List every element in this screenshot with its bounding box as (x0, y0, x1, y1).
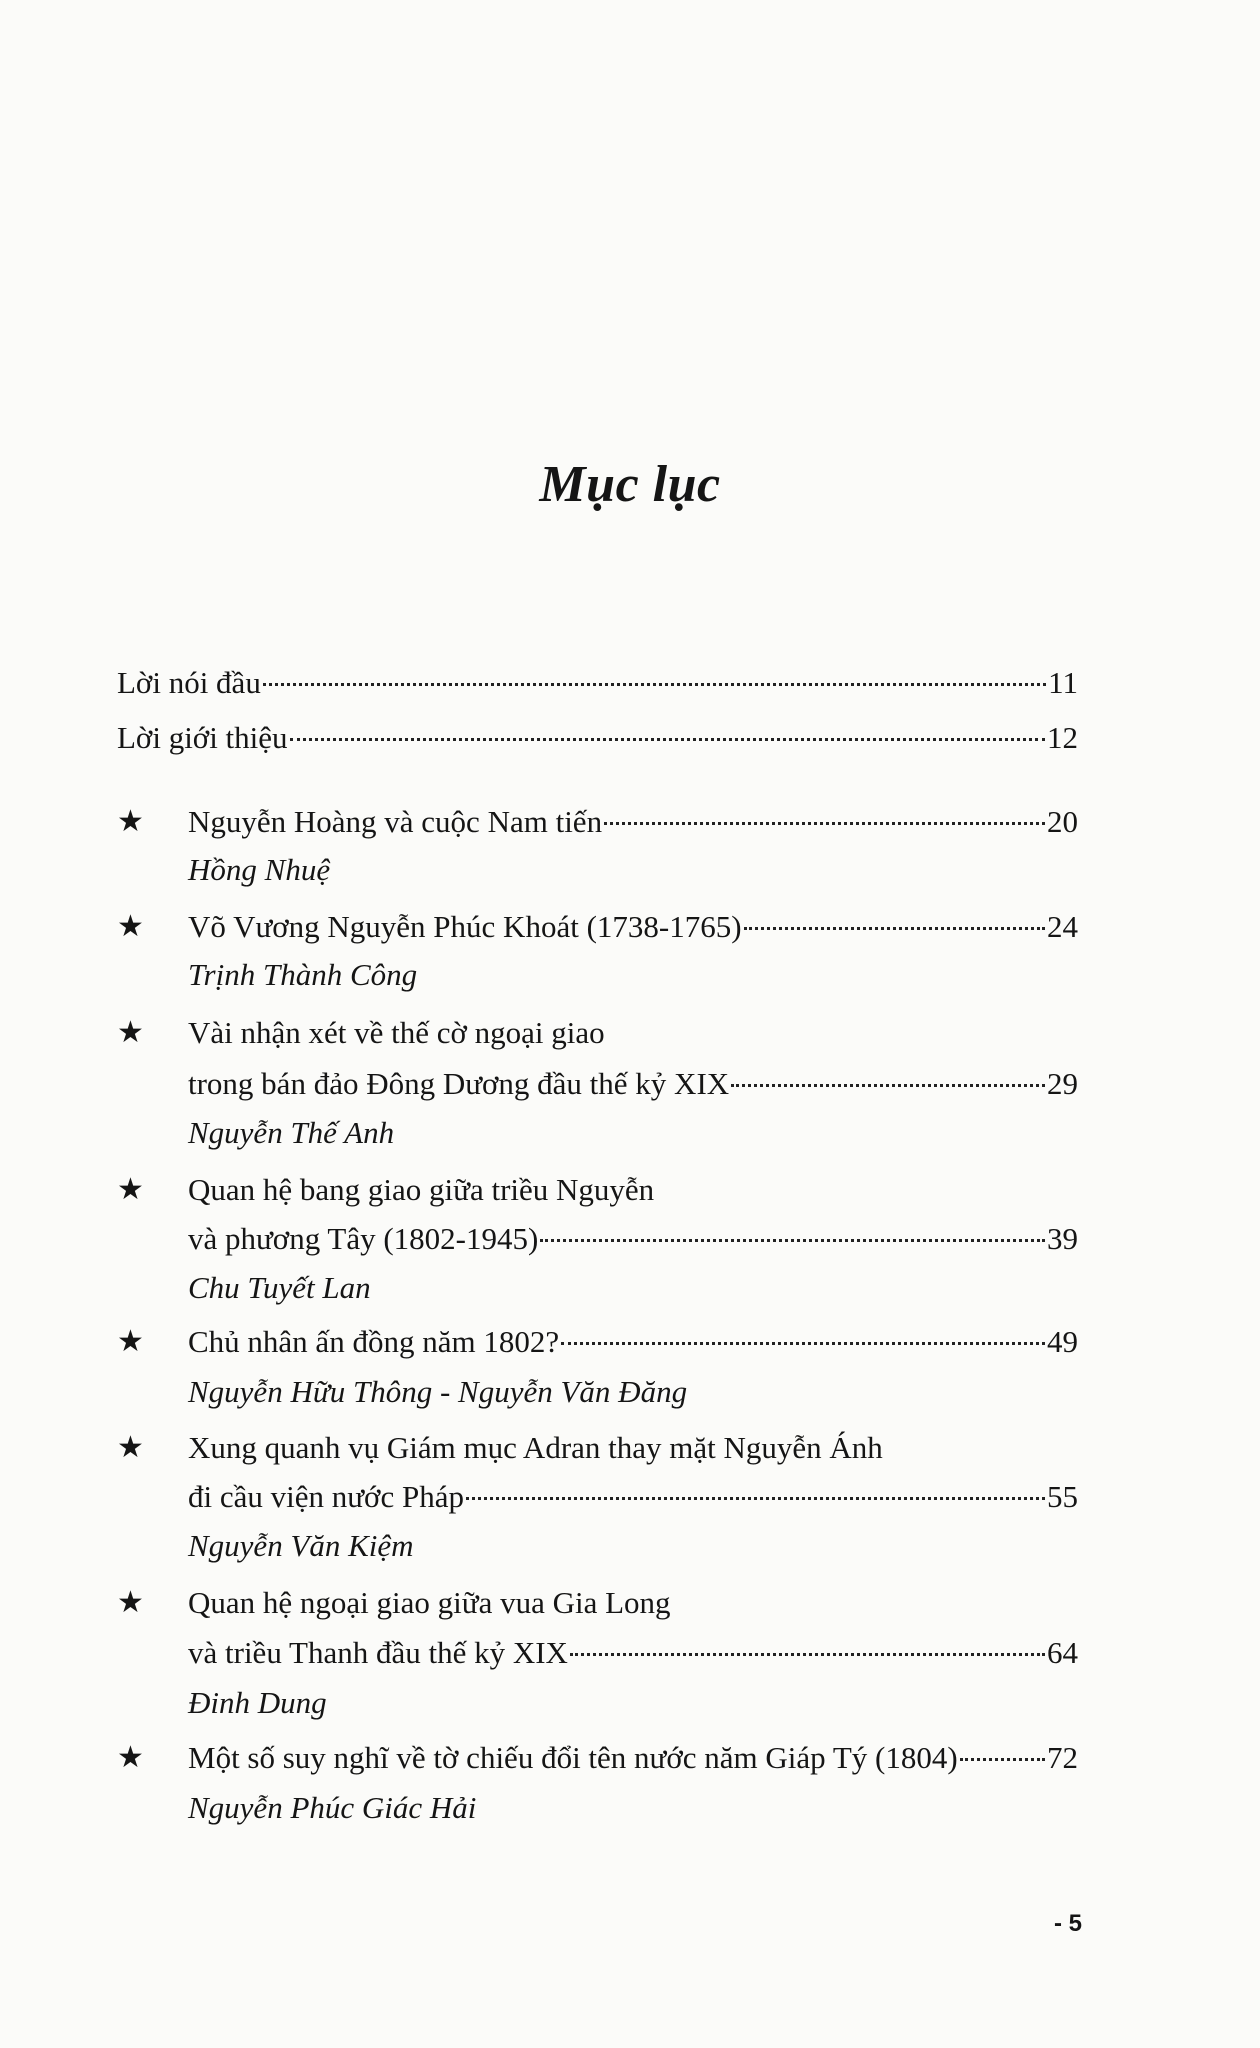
toc-line (117, 718, 1078, 758)
dot-leader (744, 927, 1045, 930)
page-number: - 5 (1053, 1910, 1082, 1937)
dot-leader (263, 683, 1046, 686)
toc-line (117, 663, 1078, 703)
star-icon: ★ (117, 1325, 144, 1358)
toc-entry-title: Nguyễn Hoàng và cuộc Nam tiến (188, 804, 603, 839)
toc-line (188, 1738, 1078, 1778)
dot-leader (960, 1758, 1045, 1761)
dot-leader (570, 1653, 1045, 1656)
toc-page-number: 39 (1047, 1221, 1078, 1256)
toc-author: Nguyễn Phúc Giác Hải (188, 1790, 477, 1825)
toc-entry-title: Võ Vương Nguyễn Phúc Khoát (1738-1765) (188, 909, 742, 944)
toc-line (188, 1013, 605, 1053)
toc-entry-title-cont: và phương Tây (1802-1945) (188, 1221, 539, 1256)
toc-author: Nguyễn Hữu Thông - Nguyễn Văn Đăng (188, 1374, 688, 1409)
toc-line (188, 1583, 671, 1623)
toc-line (188, 1064, 1078, 1104)
toc-line (188, 1633, 1078, 1673)
toc-entry-title-cont: đi cầu viện nước Pháp (188, 1479, 464, 1514)
toc-line (188, 802, 1078, 842)
toc-entry-title-cont: và triều Thanh đầu thế kỷ XIX (188, 1635, 568, 1670)
toc-author: Hồng Nhuệ (188, 852, 331, 887)
dot-leader (731, 1084, 1045, 1087)
toc-entry-title-cont: trong bán đảo Đông Dương đầu thế kỷ XIX (188, 1066, 730, 1101)
toc-author: Nguyễn Văn Kiệm (188, 1528, 414, 1563)
toc-page-number: 12 (1047, 720, 1078, 755)
toc-entry-title: Quan hệ ngoại giao giữa vua Gia Long (188, 1585, 671, 1620)
toc-line (188, 907, 1078, 947)
toc-page-number: 20 (1047, 804, 1078, 839)
toc-line (188, 1477, 1078, 1517)
toc-entry-title: Lời nói đầu (117, 665, 261, 700)
toc-author: Nguyễn Thế Anh (188, 1115, 395, 1150)
toc-line (188, 1170, 654, 1210)
toc-author: Trịnh Thành Công (188, 957, 418, 992)
dot-leader (466, 1497, 1045, 1500)
toc-entry-title: Quan hệ bang giao giữa triều Nguyễn (188, 1172, 655, 1207)
toc-page-number: 24 (1047, 909, 1078, 944)
star-icon: ★ (117, 1173, 144, 1206)
toc-page-number: 11 (1048, 665, 1078, 700)
toc-author: Đinh Dung (188, 1685, 327, 1720)
toc-entry-title: Lời giới thiệu (117, 720, 288, 755)
toc-entry-title: Vài nhận xét về thế cờ ngoại giao (188, 1015, 605, 1050)
toc-page-number: 29 (1047, 1066, 1078, 1101)
toc-line (188, 1428, 883, 1468)
dot-leader (561, 1342, 1045, 1345)
toc-entry-title: Xung quanh vụ Giám mục Adran thay mặt Nguyễn Ánh (188, 1430, 883, 1465)
toc-author: Chu Tuyết Lan (188, 1270, 371, 1305)
page-title: Mục lục (539, 456, 721, 513)
dot-leader (540, 1239, 1045, 1242)
toc-line (188, 1219, 1078, 1259)
toc-entry-title: Một số suy nghĩ về tờ chiếu đổi tên nước năm Giáp Tý (1804) (188, 1740, 958, 1775)
star-icon: ★ (117, 910, 144, 943)
toc-line (188, 1322, 1078, 1362)
toc-page-number: 72 (1047, 1740, 1078, 1775)
star-icon: ★ (117, 1016, 144, 1049)
star-icon: ★ (117, 1431, 144, 1464)
star-icon: ★ (117, 1741, 144, 1774)
dot-leader (604, 822, 1045, 825)
star-icon: ★ (117, 1586, 144, 1619)
dot-leader (290, 738, 1045, 741)
toc-page-number: 64 (1047, 1635, 1078, 1670)
toc-page-number: 49 (1047, 1324, 1078, 1359)
toc-page-number: 55 (1047, 1479, 1078, 1514)
toc-entry-title: Chủ nhân ấn đồng năm 1802? (188, 1324, 560, 1359)
star-icon: ★ (117, 805, 144, 838)
